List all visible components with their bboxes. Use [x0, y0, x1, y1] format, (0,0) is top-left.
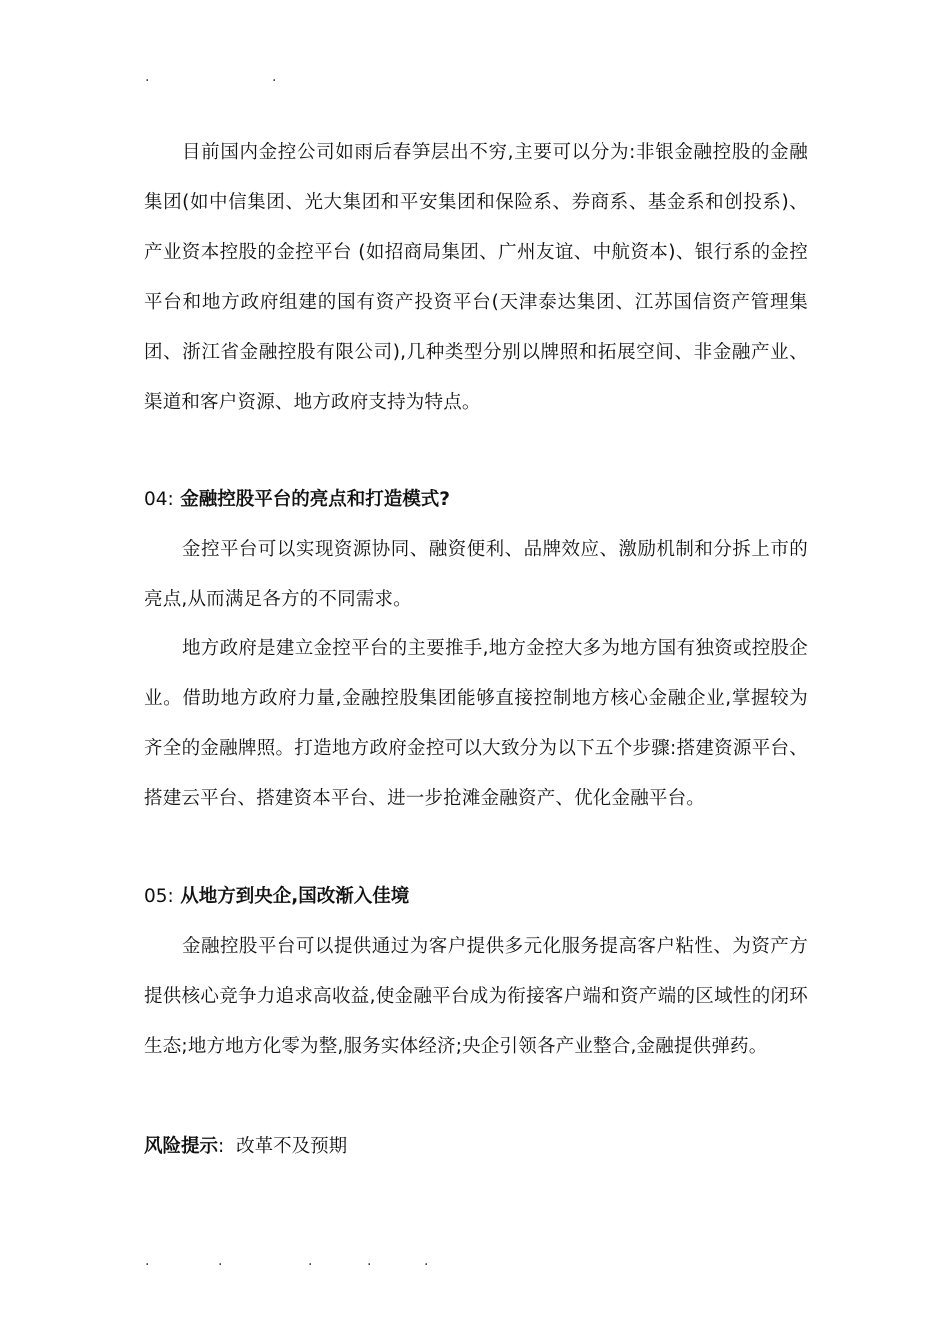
section-05-heading: [144, 884, 409, 910]
section-05-number: 05:: [144, 886, 174, 907]
header-dot: .: [272, 69, 277, 85]
section-04-title: 金融控股平台的亮点和打造模式?: [180, 489, 450, 510]
section-05-title: 从地方到央企,国改渐入佳境: [180, 886, 410, 907]
footer-dot: .: [308, 1253, 313, 1269]
intro-paragraph: 目前国内金控公司如雨后春笋层出不穷,主要可以分为:非银金融控股的金融集团(如中信集团、光大集团和平安集团和保险系、券商系、基金系和创投系)、产业资本控股的金控平台 (如招商局集团、广州友谊、中航资本)、银行系的金控平台和地方政府组建的国有资产投资平台(天津泰达集团、江苏国信资产管理集团、浙江省金融控股有限公司),几种类型分别以牌照和拓展空间、非金融产业、渠道和客户资源、地方政府支持为特点。: [144, 142, 808, 413]
footer-dot: .: [367, 1253, 372, 1269]
footer-dot: .: [424, 1253, 429, 1269]
section-05-paragraph-1: 金融控股平台可以提供通过为客户提供多元化服务提高客户粘性、为资产方提供核心竞争力追求高收益,使金融平台成为衔接客户端和资产端的区域性的闭环生态;地方地方化零为整,服务实体经济;央企引领各产业整合,金融提供弹药。: [144, 936, 808, 1057]
section-04-heading: [144, 487, 450, 513]
section-04-paragraph-2: 地方政府是建立金控平台的主要推手,地方金控大多为地方国有独资或控股企业。借助地方政府力量,金融控股集团能够直接控制地方核心金融企业,掌握较为齐全的金融牌照。打造地方政府金控可以大致分为以下五个步骤:搭建资源平台、搭建云平台、搭建资本平台、进一步抢滩金融资产、优化金融平台。: [144, 638, 808, 809]
risk-text: 改革不及预期: [236, 1136, 348, 1157]
footer-dot: .: [218, 1253, 223, 1269]
section-04-number: 04:: [144, 489, 174, 510]
footer-dot: .: [145, 1253, 150, 1269]
risk-label: 风险提示: [144, 1136, 219, 1157]
risk-note: [144, 1134, 347, 1160]
section-04-paragraph-1: 金控平台可以实现资源协同、融资便利、品牌效应、激励机制和分拆上市的亮点,从而满足各方的不同需求。: [144, 539, 808, 610]
header-dot: .: [145, 69, 150, 85]
risk-colon: :: [218, 1136, 225, 1157]
